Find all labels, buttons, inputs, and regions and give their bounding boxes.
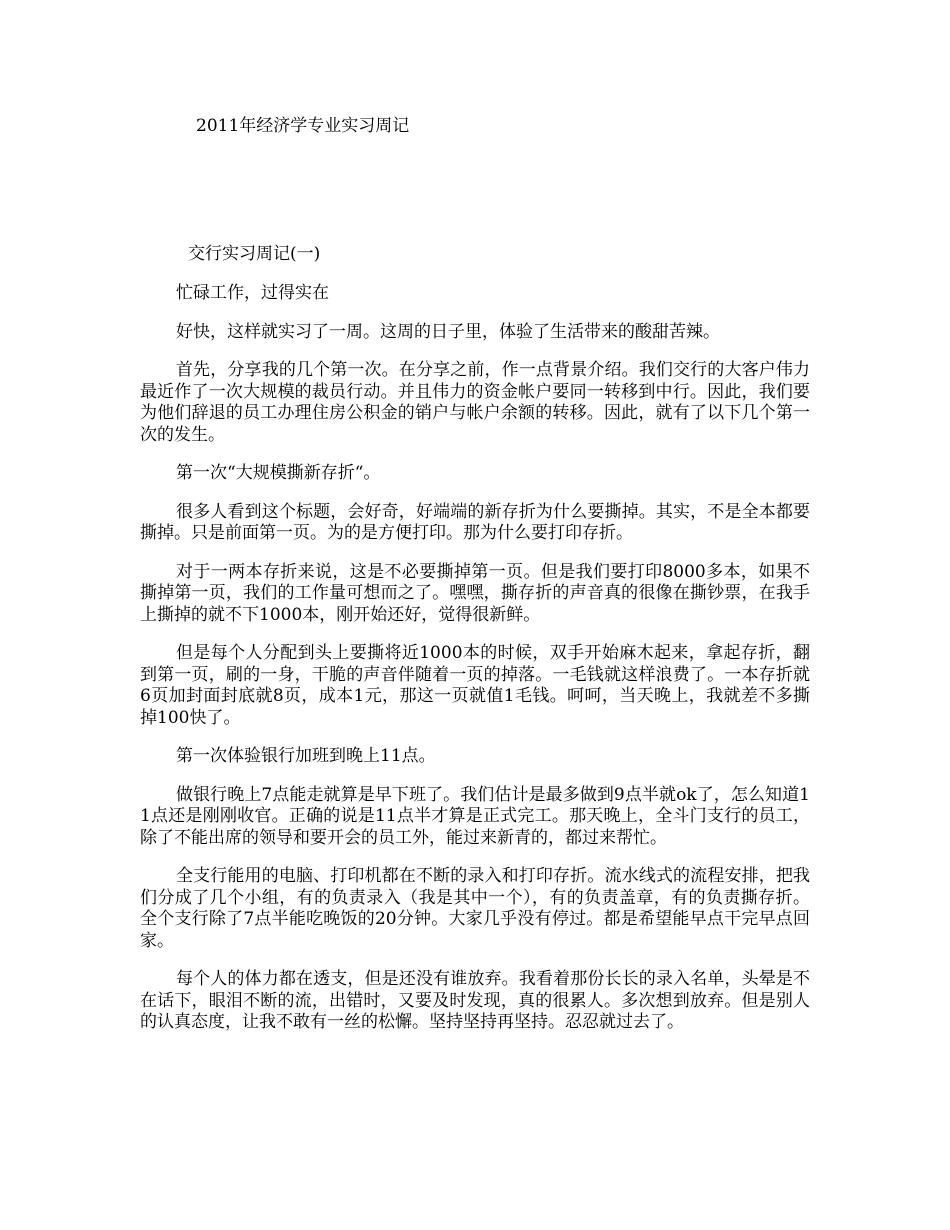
paragraph: 好快，这样就实习了一周。这周的日子里，体验了生活带来的酸甜苦辣。 [176,321,720,342]
document-title: 2011年经济学专业实习周记 [196,116,410,136]
paragraph: 做银行晚上7点能走就算是早下班了。我们估计是最多做到9点半就ok了，怎么知道11点还是刚刚收官。正确的说是11点半才算是正式完工。那天晚上，全斗门支行的员工，除了不能出席的领导和要开会的员工外，能过来新青的，都过来帮忙。 [140,784,810,848]
paragraph: 每个人的体力都在透支，但是还没有谁放弃。我看着那份长长的录入名单，头晕是不在话下，眼泪不断的流，出错时，又要及时发现，真的很累人。多次想到放弃。但是别人的认真态度，让我不敢有一丝的松懈。坚持坚持再坚持。忍忍就过去了。 [140,969,810,1032]
section-title: 交行实习周记(一) [188,244,321,264]
paragraph: 全支行能用的电脑、打印机都在不断的录入和打印存折。流水线式的流程安排，把我们分成了几个小组，有的负责录入（我是其中一个），有的负责盖章，有的负责撕存折。全个支行除了7点半能吃晚饭的20分钟。大家几乎没有停过。都是希望能早点干完早点回家。 [140,866,810,951]
paragraph: 第一次“大规模撕新存折“。 [176,463,381,483]
paragraph: 首先，分享我的几个第一次。在分享之前，作一点背景介绍。我们交行的大客户伟力最近作了一次大规模的裁员行动。并且伟力的资金帐户要同一转移到中行。因此，我们要为他们辞退的员工办理住房公积金的销户与帐户余额的转移。因此，就有了以下几个第一次的发生。 [140,360,810,445]
document-body [140,283,810,1051]
paragraph: 但是每个人分配到头上要撕将近1000本的时候，双手开始麻木起来，拿起存折，翻到第一页，刷的一身，干脆的声音伴随着一页的掉落。一毛钱就这样浪费了。一本存折就6页加封面封底就8页，成本1元，那这一页就值1毛钱。呵呵，当天晚上，我就差不多撕掉100快了。 [140,643,810,728]
paragraph: 对于一两本存折来说，这是不必要撕掉第一页。但是我们要打印8000多本，如果不撕掉第一页，我们的工作量可想而之了。嘿嘿，撕存折的声音真的很像在撕钞票，在我手上撕掉的就不下1000本，刚开始还好，觉得很新鲜。 [140,561,810,625]
paragraph: 第一次体验银行加班到晚上11点。 [176,746,436,766]
paragraph: 很多人看到这个标题，会好奇，好端端的新存折为什么要撕掉。其实，不是全本都要撕掉。只是前面第一页。为的是方便打印。那为什么要打印存折。 [140,501,810,543]
paragraph: 忙碌工作，过得实在 [176,283,329,303]
